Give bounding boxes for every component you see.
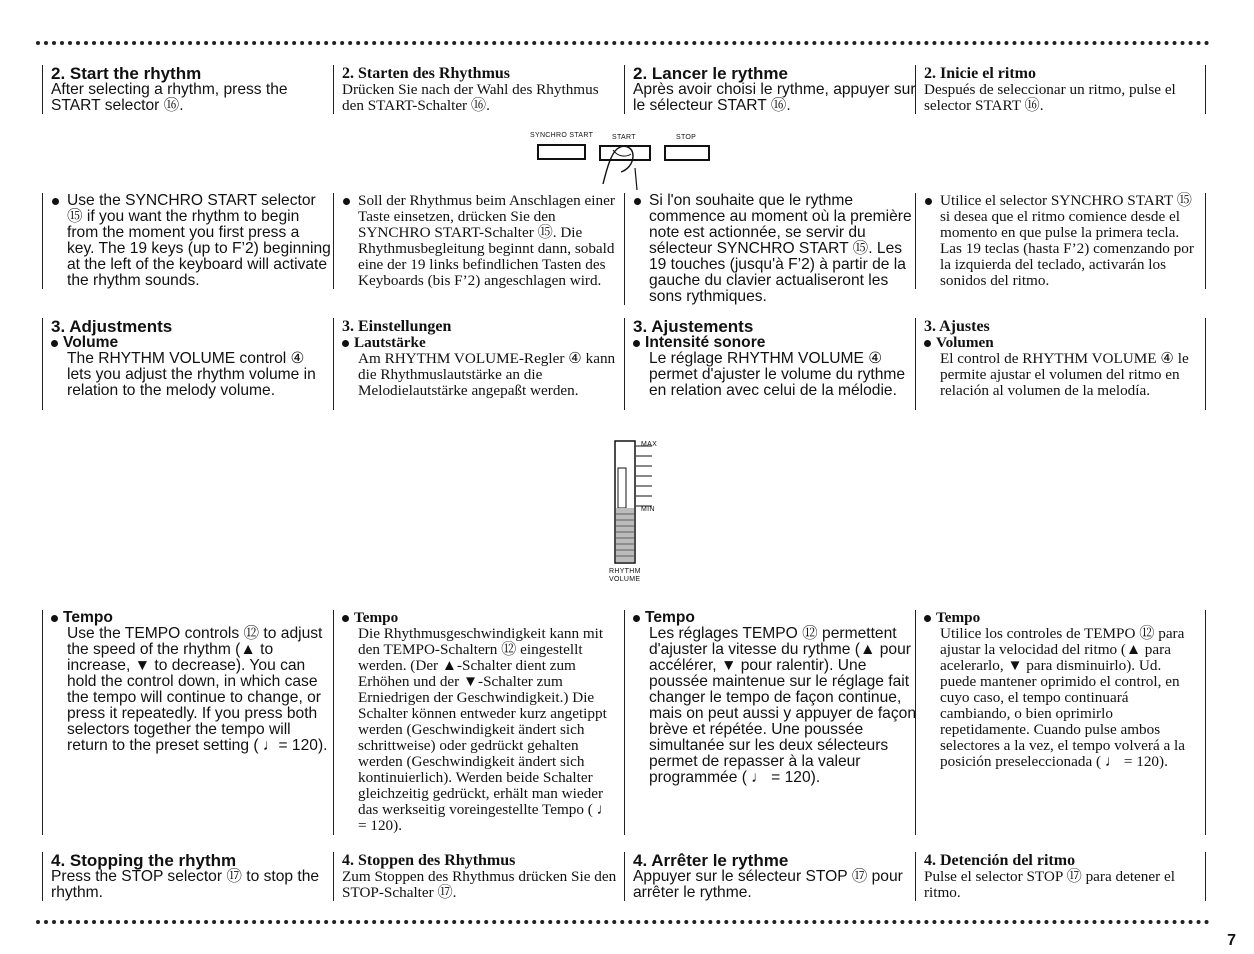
en-volume-body: The RHYTHM VOLUME control ④ lets you adjust the rhythm volume in relation to the melody volume. <box>67 350 316 399</box>
fr-start-body: Après avoir choisi le rythme, appuyer sur le sélecteur START ⑯. <box>633 81 916 114</box>
es-adjust-title: 3. Ajustes <box>924 318 990 335</box>
de-adjust-block <box>333 318 622 410</box>
en-tempo-block <box>42 610 331 835</box>
fr-stop-title: 4. Arrêter le rythme <box>633 851 789 870</box>
de-stop-block <box>333 852 622 901</box>
de-section-start <box>333 65 622 114</box>
en-stop-body: Press the STOP selector ⑰ to stop the rhythm. <box>51 868 320 901</box>
fr-tempo-head: Tempo <box>633 610 918 626</box>
volume-slider-illustration <box>600 438 670 578</box>
fr-section-start <box>624 65 918 114</box>
synchro-start-button <box>538 145 585 159</box>
volume-label: VOLUME <box>609 576 641 583</box>
de-stop-title: 4. Stoppen des Rhythmus <box>342 852 516 869</box>
en-stop-block <box>42 852 331 901</box>
en-tempo-head: Tempo <box>51 610 331 626</box>
es-stop-block <box>915 852 1206 901</box>
de-volume-body: Am RHYTHM VOLUME-Regler ④ kann die Rhythmuslautstärke an die Melodielautstärke angepaßt werden. <box>358 350 616 399</box>
en-tempo-body: Use the TEMPO controls ⑫ to adjust the speed of the rhythm (▲ to increase, ▼ to decrease). You can hold the control down, in which case the tempo will continue to change, or press it repeatedly. If you press both selectors together the tempo will return to the preset setting ( ♩= 120). <box>67 625 328 754</box>
fr-volume-body: Le réglage RHYTHM VOLUME ④ permet d'ajuster le volume du rythme en relation avec celui de la mélodie. <box>649 350 906 399</box>
min-label: MIN <box>641 506 655 513</box>
start-label: START <box>612 134 636 141</box>
top-dotted-rule <box>36 41 1210 45</box>
en-volume-head: Volume <box>51 335 331 351</box>
start-buttons-diagram <box>525 128 725 198</box>
de-adjust-title: 3. Einstellungen <box>342 318 452 335</box>
de-tempo-body: Die Rhythmusgeschwindigkeit kann mit den TEMPO-Schaltern ⑫ eingestellt werden. (Der ▲-Schalter dient zum Erhöhen und der ▼-Schalter zum Erniedrigen der Geschwindigkeit.) Die Schalter können entweder kurz angetippt werden (Geschwindigkeit ändert sich schrittweise) oder gedrückt gehalten werden (Geschwindigkeit ändert sich kontinuierlich). Werden beide Schalter gleichzeitig gedrückt, erhält man wieder das werkseitig voreingestellte Tempo ( ♩ = 120). <box>358 625 612 834</box>
fr-stop-body: Appuyer sur le sélecteur STOP ⑰ pour arrêter le rythme. <box>633 868 903 901</box>
es-section-start <box>915 65 1206 114</box>
en-synchro-block <box>42 193 331 289</box>
start-button <box>600 146 650 160</box>
es-volume-body: El control de RHYTHM VOLUME ④ le permite ajustar el volumen del ritmo en relación al volumen de la melodía. <box>940 350 1189 399</box>
es-stop-title: 4. Detención del ritmo <box>924 852 1076 869</box>
de-synchro-text: Soll der Rhythmus beim Anschlagen einer Taste einsetzen, drücken Sie den SYNCHRO START-Schalter ⑮. Die Rhythmusbegleitung beginnt dann, sobald eine der 19 links befindlichen Tasten des Keyboards (bis F’2) angeschlagen wird. <box>342 193 622 289</box>
es-volume-head: Volumen <box>924 335 1201 351</box>
en-start-body: After selecting a rhythm, press the START selector ⑯. <box>51 81 288 114</box>
de-tempo-head: Tempo <box>342 610 622 626</box>
es-tempo-block <box>915 610 1206 835</box>
fr-synchro-block <box>624 193 918 305</box>
en-stop-title: 4. Stopping the rhythm <box>51 851 237 870</box>
fr-volume-head: Intensité sonore <box>633 335 918 351</box>
es-start-body: Después de seleccionar un ritmo, pulse el selector START ⑯. <box>924 81 1176 114</box>
en-section-start <box>42 65 331 114</box>
fr-start-title: 2. Lancer le rythme <box>633 64 788 83</box>
fr-tempo-block <box>624 610 918 835</box>
pressing-finger-icon <box>603 146 633 184</box>
stop-label: STOP <box>676 134 697 141</box>
fr-adjust-block <box>624 318 918 410</box>
es-tempo-body: Utilice los controles de TEMPO ⑫ para ajustar la velocidad del ritmo (▲ para acelerarlo, ▼ para disminuirlo). Ud. puede mantener oprimido el control, en cuyo caso, el tempo continuará cambiando, o bien oprimirlo repetidamente. Cuando pulse ambos selectores a la vez, el tempo volverá a la posición preseleccionada ( ♩ = 120). <box>940 625 1185 770</box>
de-tempo-block <box>333 610 622 835</box>
de-start-body: Drücken Sie nach der Wahl des Rhythmus den START-Schalter ⑯. <box>342 81 599 114</box>
en-adjust-title: 3. Adjustments <box>51 317 173 336</box>
de-start-title: 2. Starten des Rhythmus <box>342 65 511 82</box>
fr-synchro-text: Si l'on souhaite que le rythme commence au moment où la première note est actionnée, se servir du sélecteur SYNCHRO START ⑮. Les 19 touches (jusqu'à F’2) à partir de la gauche du clavier actualiseront les sons rythmiques. <box>633 193 918 305</box>
rhythm-label: RHYTHM <box>609 568 641 575</box>
de-stop-body: Zum Stoppen des Rhythmus drücken Sie den STOP-Schalter ⑰. <box>342 868 617 901</box>
synchro-start-label: SYNCHRO START <box>530 132 594 139</box>
rhythm-volume-diagram <box>600 438 670 588</box>
es-tempo-head: Tempo <box>924 610 1201 626</box>
fr-stop-block <box>624 852 918 901</box>
fr-adjust-title: 3. Ajustements <box>633 317 754 336</box>
es-synchro-text: Utilice el selector SYNCHRO START ⑮ si desea que el ritmo comience desde el momento en que pulse la primera tecla. Las 19 teclas (hasta F’2) comenzando por la izquierda del teclado, activarán los sonidos del ritmo. <box>924 193 1201 289</box>
bottom-dotted-rule <box>36 920 1210 924</box>
es-stop-body: Pulse el selector STOP ⑰ para detener el ritmo. <box>924 868 1175 901</box>
en-start-title: 2. Start the rhythm <box>51 64 202 83</box>
es-adjust-block <box>915 318 1206 410</box>
fr-tempo-body: Les réglages TEMPO ⑫ permettent d'ajuster la vitesse du rythme (▲ pour accélérer, ▼ pour ralentir). Une poussée maintenue sur le réglage fait changer le tempo de façon continue, mais on peut aussi y appuyer de façon brève et répétée. Une poussée simultanée sur les deux sélecteurs permet de repasser à la valeur programmée ( ♩ = 120). <box>649 625 916 786</box>
es-start-title: 2. Inicie el ritmo <box>924 65 1036 82</box>
de-volume-head: Lautstärke <box>342 335 622 351</box>
de-synchro-block <box>333 193 622 289</box>
buttons-illustration <box>525 128 725 198</box>
max-label: MAX <box>641 441 658 448</box>
en-adjust-block <box>42 318 331 410</box>
stop-button <box>665 146 709 160</box>
es-synchro-block <box>915 193 1206 289</box>
en-synchro-text: Use the SYNCHRO START selector ⑮ if you want the rhythm to begin from the moment you first press a key. The 19 keys (up to F’2) beginning at the left of the keyboard will activate the rhythm sounds. <box>51 193 331 289</box>
page-number: 7 <box>1227 932 1236 949</box>
